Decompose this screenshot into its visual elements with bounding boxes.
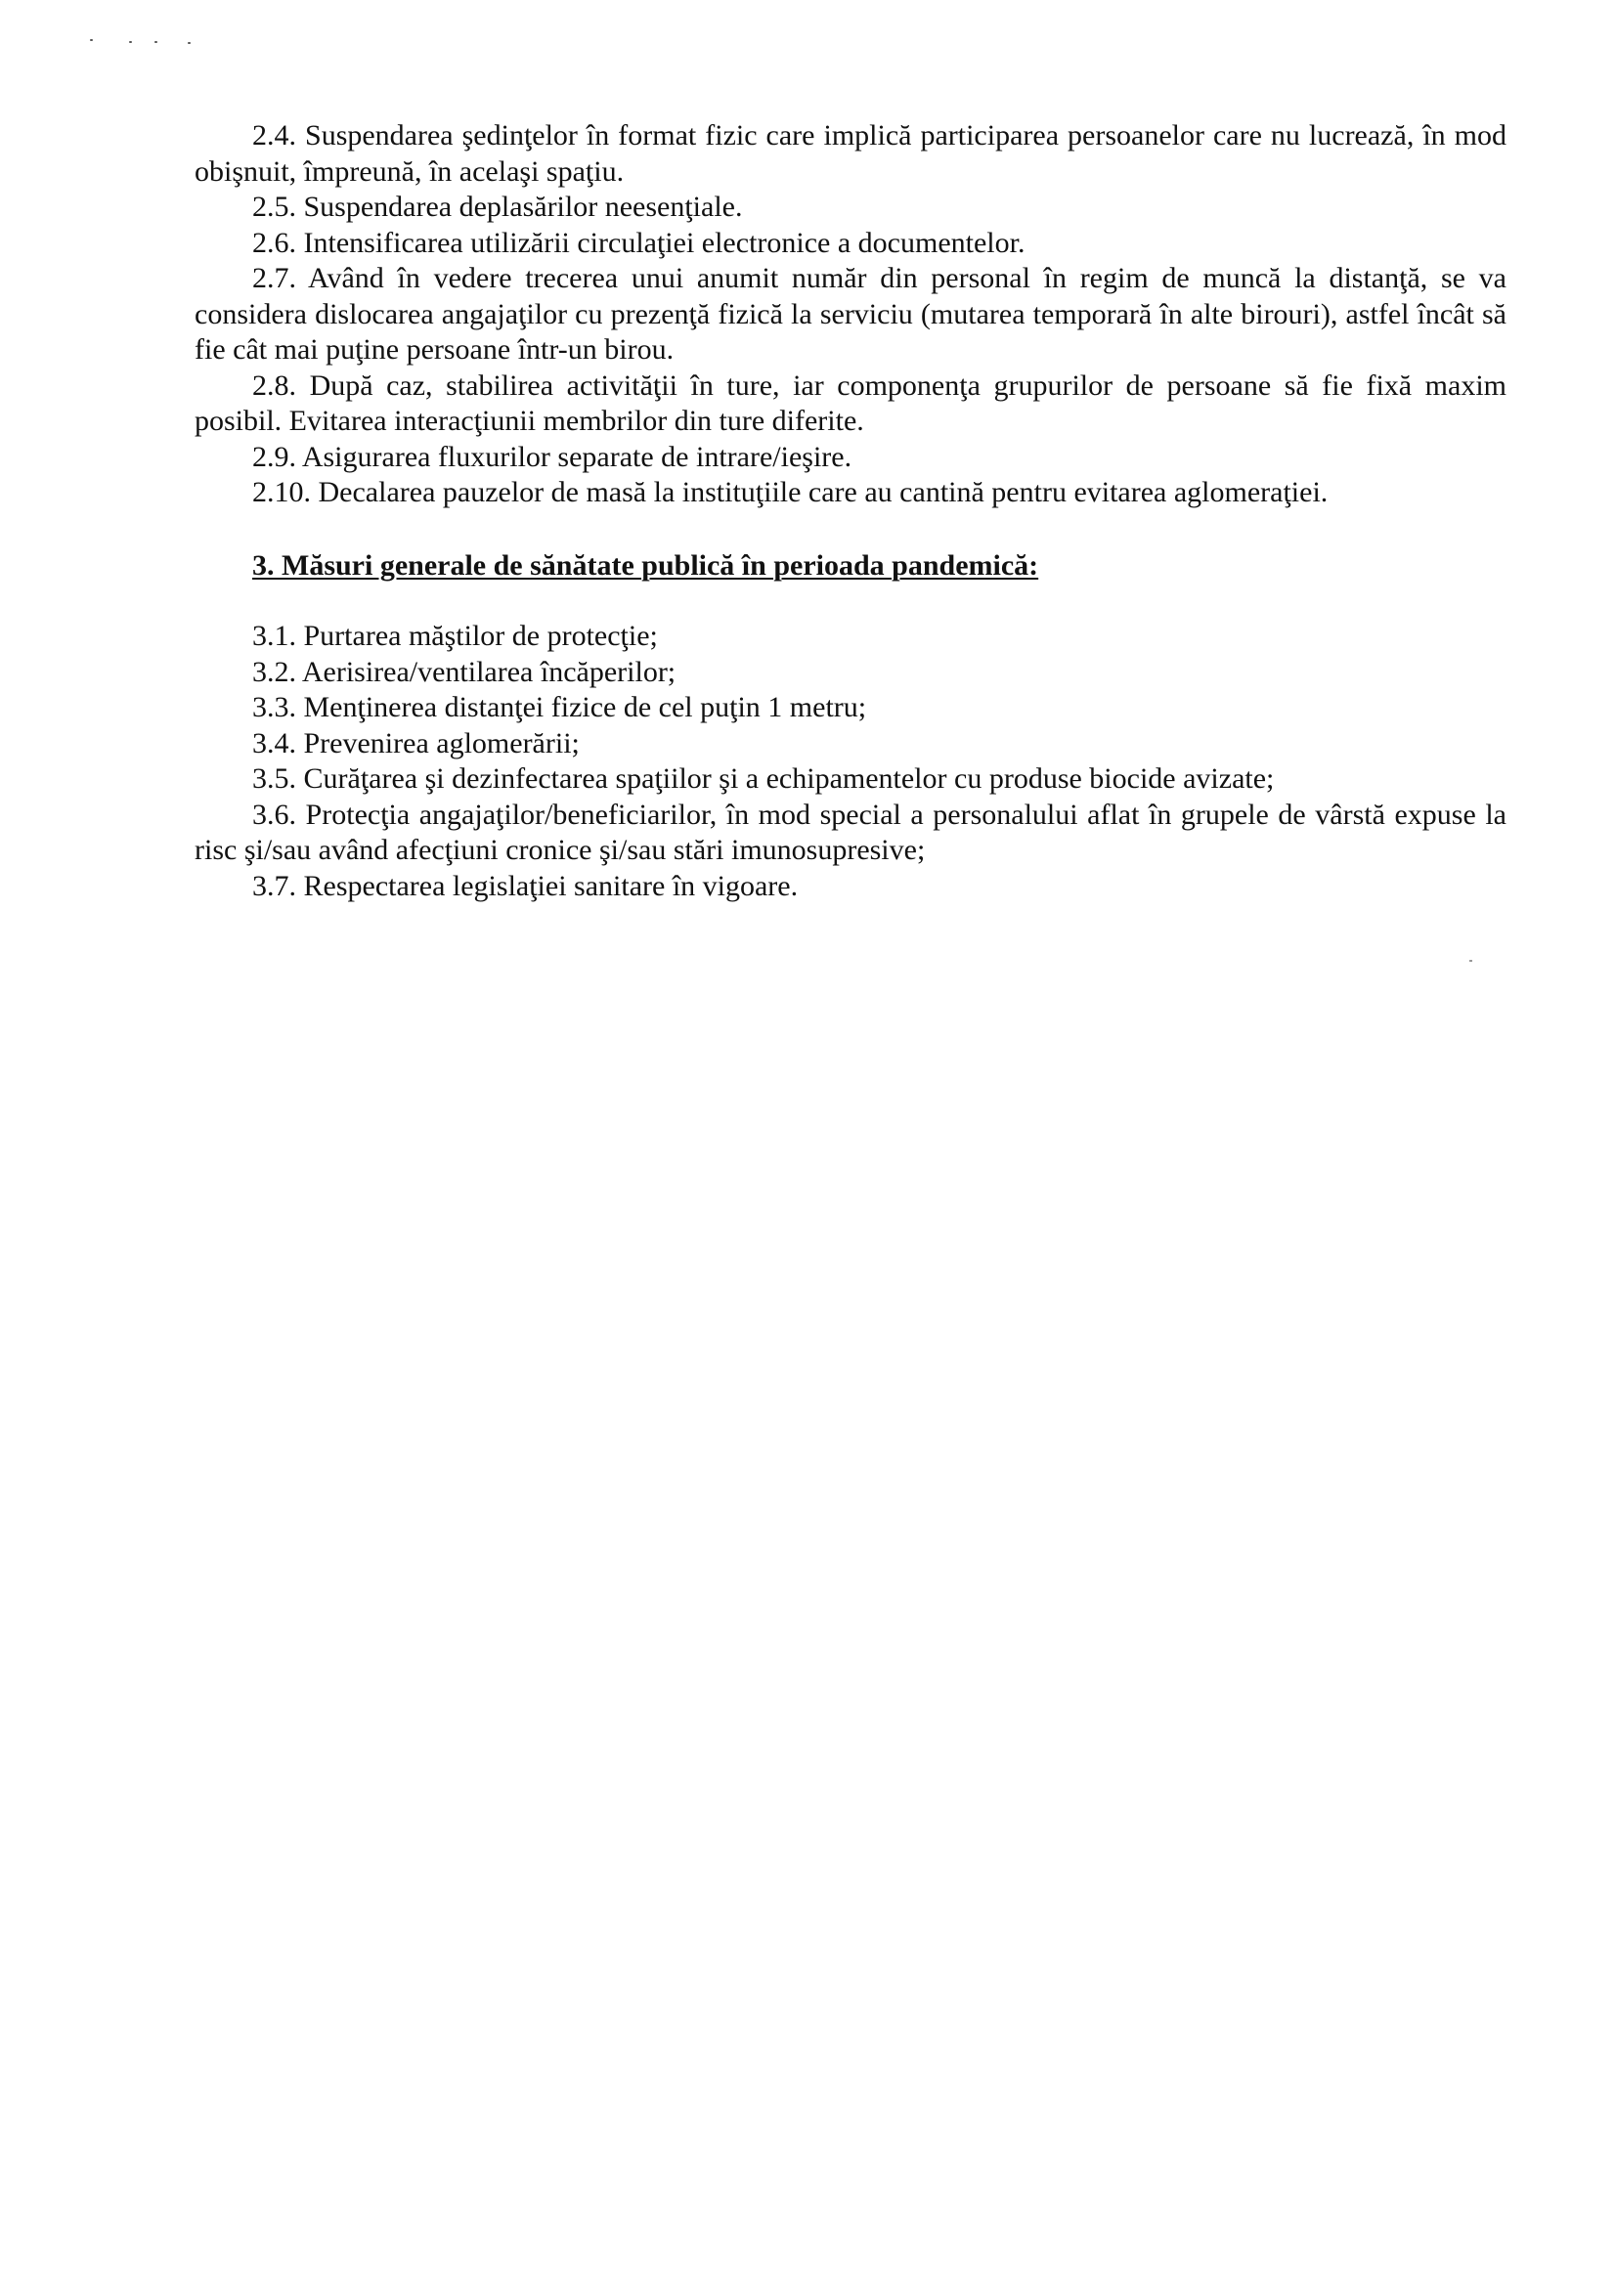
item-3-3: 3.3. Menţinerea distanţei fizice de cel puţin 1 metru;: [252, 691, 867, 723]
item-3-4: 3.4. Prevenirea aglomerării;: [252, 726, 580, 759]
heading-spacer: [195, 584, 1506, 619]
scan-speck: [1469, 960, 1472, 962]
item-3-2: 3.2. Aerisirea/ventilarea încăperilor;: [252, 655, 677, 688]
item-3-5: 3.5. Curăţarea şi dezinfectarea spaţiilor şi a echipamentelor cu produse biocide avizate;: [252, 762, 1275, 795]
section-2-list: [195, 118, 1506, 511]
item-3-7: 3.7. Respectarea legislaţiei sanitare în vigoare.: [252, 869, 799, 902]
item-2-10: 2.10. Decalarea pauzelor de masă la instituţiile care au cantină pentru evitarea aglomeraţiei.: [252, 476, 1329, 508]
item-2-6: 2.6. Intensificarea utilizării circulaţiei electronice a documentelor.: [252, 226, 1026, 259]
item-2-9: 2.9. Asigurarea fluxurilor separate de intrare/ieşire.: [252, 440, 852, 473]
item-2-7: 2.7. Având în vedere trecerea unui anumit număr din personal în regim de muncă la distanţă, se va considera dislocarea angajaţilor cu prezenţă fizică la serviciu (mutarea temporară în alte birouri), astfel încât să fie cât mai puţine persoane într-un birou.: [195, 262, 1506, 366]
item-3-1: 3.1. Purtarea măştilor de protecţie;: [252, 620, 658, 652]
scan-speck: [154, 41, 157, 43]
scan-speck: [188, 42, 191, 44]
section-3-list: [195, 619, 1506, 904]
scan-speck: [90, 39, 93, 41]
document-body: [195, 118, 1506, 904]
item-2-8: 2.8. După caz, stabilirea activităţii în ture, iar componenţa grupurilor de persoane să fie fixă maxim posibil. Evitarea interacţiunii membrilor din ture diferite.: [195, 368, 1506, 437]
section-spacer: [195, 511, 1506, 548]
scan-speck: [129, 41, 132, 43]
section-3-heading: 3. Măsuri generale de sănătate publică în perioada pandemică:: [252, 548, 1039, 582]
item-3-6: 3.6. Protecţia angajaţilor/beneficiarilor, în mod special a personalului aflat în grupele de vârstă expuse la risc şi/sau având afecţiuni cronice şi/sau stări imunosupresive;: [195, 798, 1506, 866]
item-2-5: 2.5. Suspendarea deplasărilor neesenţiale.: [252, 191, 743, 223]
scan-artifacts: [90, 35, 207, 47]
item-2-4: 2.4. Suspendarea şedinţelor în format fizic care implică participarea persoanelor care nu lucrează, în mod obişnuit, împreună, în acelaşi spaţiu.: [195, 119, 1506, 188]
